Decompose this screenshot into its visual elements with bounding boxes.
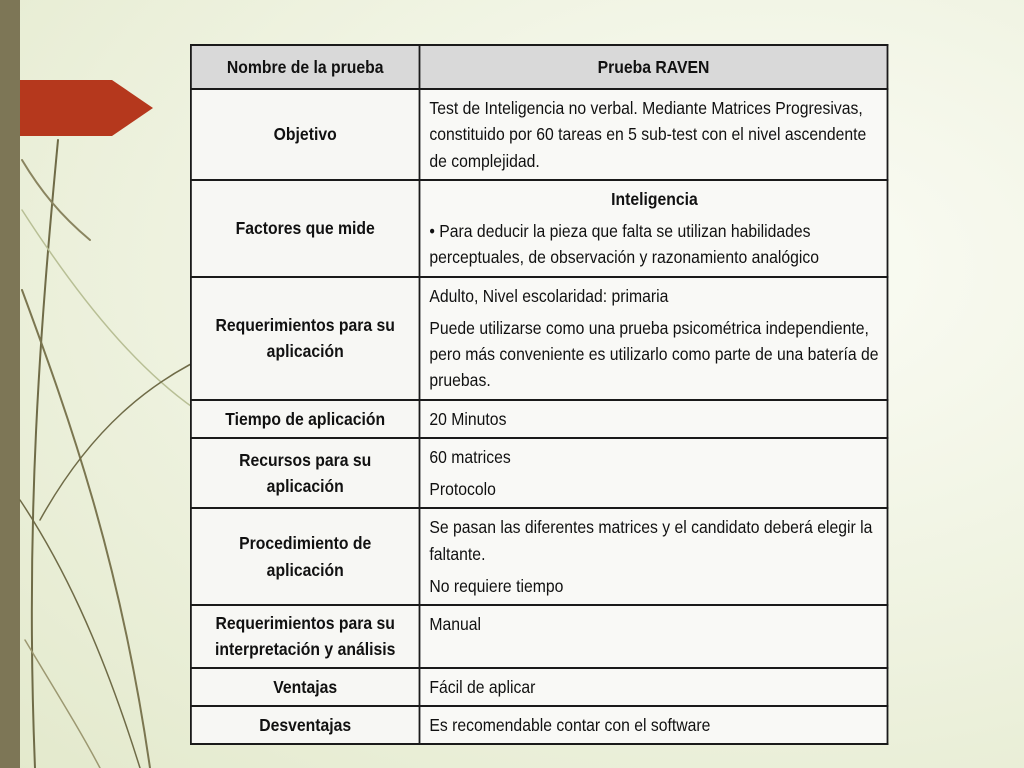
row-value-line: • Para deducir la pieza que falta se utilizan habilidades perceptuales, de observación y razonamiento analógico bbox=[429, 221, 820, 268]
row-value bbox=[420, 277, 888, 400]
row-value bbox=[420, 605, 888, 668]
row-value-line: Manual bbox=[429, 614, 482, 634]
row-value-line: Adulto, Nivel escolaridad: primaria bbox=[429, 285, 669, 306]
table-row-factores bbox=[191, 180, 888, 277]
row-value bbox=[420, 438, 888, 509]
row-label: Desventajas bbox=[191, 706, 420, 744]
row-label: Requerimientos para su interpretación y análisis bbox=[191, 605, 420, 668]
row-subheading: Inteligencia bbox=[611, 188, 698, 209]
row-label: Procedimiento de aplicación bbox=[191, 508, 420, 605]
row-value bbox=[420, 508, 888, 605]
row-value-line: Puede utilizarse como una prueba psicométrica independiente, pero más conveniente es utilizarlo como parte de una batería de pruebas. bbox=[429, 317, 879, 391]
table-row-ventajas bbox=[191, 668, 888, 706]
row-label: Requerimientos para su aplicación bbox=[191, 277, 420, 400]
row-value bbox=[420, 400, 888, 438]
table-row-desventajas bbox=[191, 706, 888, 744]
raven-test-table bbox=[190, 44, 888, 745]
row-label: Ventajas bbox=[191, 668, 420, 706]
row-value-line: 20 Minutos bbox=[429, 408, 507, 429]
row-value-line: No requiere tiempo bbox=[429, 575, 564, 596]
row-value bbox=[420, 89, 888, 180]
header-value-cell: Prueba RAVEN bbox=[420, 45, 888, 89]
row-value bbox=[420, 180, 888, 277]
table-row-objetivo bbox=[191, 89, 888, 180]
table-header-row bbox=[191, 45, 888, 89]
row-label: Tiempo de aplicación bbox=[191, 400, 420, 438]
row-value bbox=[420, 668, 888, 706]
row-value-line: Fácil de aplicar bbox=[429, 676, 536, 697]
table-row-procedimiento bbox=[191, 508, 888, 605]
slide-arrow-icon bbox=[0, 0, 160, 140]
table-row-recursos bbox=[191, 438, 888, 509]
table-row-requerimientos-aplicacion bbox=[191, 277, 888, 400]
row-value-line: Protocolo bbox=[429, 479, 496, 499]
row-value bbox=[420, 706, 888, 744]
row-value-line: Test de Inteligencia no verbal. Mediante Matrices Progresivas, constituido por 60 tareas en 5 sub-test con el nivel ascendente de complejidad. bbox=[429, 98, 867, 171]
row-value-line: Se pasan las diferentes matrices y el candidato deberá elegir la faltante. bbox=[429, 517, 873, 564]
row-label: Recursos para su aplicación bbox=[191, 438, 420, 509]
row-value-line: 60 matrices bbox=[429, 446, 511, 467]
row-label: Factores que mide bbox=[191, 180, 420, 277]
row-label: Objetivo bbox=[191, 89, 420, 180]
table-row-interpretacion bbox=[191, 605, 888, 668]
row-value-line: Es recomendable contar con el software bbox=[429, 714, 711, 735]
table-row-tiempo bbox=[191, 400, 888, 438]
header-label-cell: Nombre de la prueba bbox=[191, 45, 420, 89]
